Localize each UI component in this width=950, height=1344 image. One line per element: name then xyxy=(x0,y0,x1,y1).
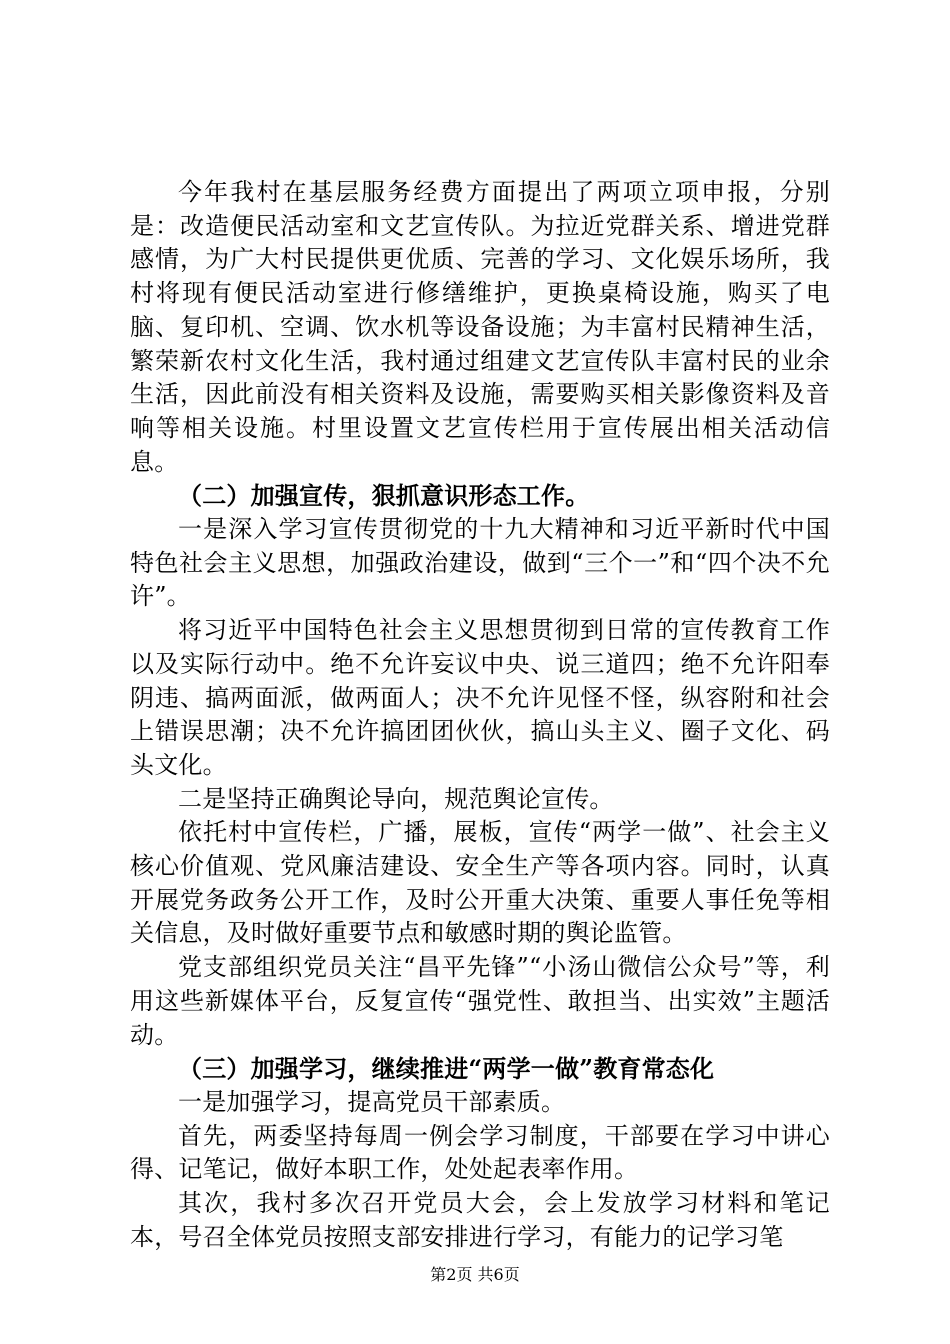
paragraph-11: 其次，我村多次召开党员大会，会上发放学习材料和笔记本，号召全体党员按照支部安排进行学习，有能力的记学习笔 xyxy=(130,1189,830,1251)
section-heading-3: （三）加强学习，继续推进“两学一做”教育常态化 xyxy=(178,1054,715,1084)
paragraph-6: 依托村中宣传栏，广播，展板，宣传“两学一做”、社会主义核心价值观、党风廉洁建设、安全生产等各项内容。同时，认真开展党务政务公开工作，及时公开重大决策、重要人事任免等相关信息，及时做好重要节点和敏感时期的舆论监管。 xyxy=(130,818,830,948)
paragraph-5: 二是坚持正确舆论导向，规范舆论宣传。 xyxy=(178,784,614,813)
paragraph-1: 今年我村在基层服务经费方面提出了两项立项申报，分别是：改造便民活动室和文艺宣传队。为拉近党群关系、增进党群感情，为广大村民提供更优质、完善的学习、文化娱乐场所，我村将现有便民活动室进行修缮维护，更换桌椅设施，购买了电脑、复印机、空调、饮水机等设备设施；为丰富村民精神生活，繁荣新农村文化生活，我村通过组建文艺宣传队丰富村民的业余生活，因此前没有相关资料及设施，需要购买相关影像资料及音响等相关设施。村里设置文艺宣传栏用于宣传展出相关活动信息。 xyxy=(130,178,830,476)
page-footer: 第2页 共6页 xyxy=(430,1265,520,1284)
paragraph-10: 首先，两委坚持每周一例会学习制度，干部要在学习中讲心得、记笔记，做好本职工作，处处起表率作用。 xyxy=(130,1121,830,1184)
paragraph-3: 一是深入学习宣传贯彻党的十九大精神和习近平新时代中国特色社会主义思想，加强政治建设，做到“三个一”和“四个决不允许”。 xyxy=(130,515,830,611)
paragraph-4: 将习近平中国特色社会主义思想贯彻到日常的宣传教育工作以及实际行动中。绝不允许妄议中央、说三道四；绝不允许阳奉阴违、搞两面派，做两面人；决不允许见怪不怪，纵容附和社会上错误思潮；决不允许搞团团伙伙，搞山头主义、圈子文化、码头文化。 xyxy=(130,616,830,779)
paragraph-9: 一是加强学习，提高党员干部素质。 xyxy=(178,1087,566,1116)
paragraph-7: 党支部组织党员关注“昌平先锋”“小汤山微信公众号”等，利用这些新媒体平台，反复宣传“强党性、敢担当、出实效”主题活动。 xyxy=(130,953,830,1049)
section-heading-2: （二）加强宣传，狠抓意识形态工作。 xyxy=(178,481,590,511)
document-body xyxy=(130,176,830,1255)
